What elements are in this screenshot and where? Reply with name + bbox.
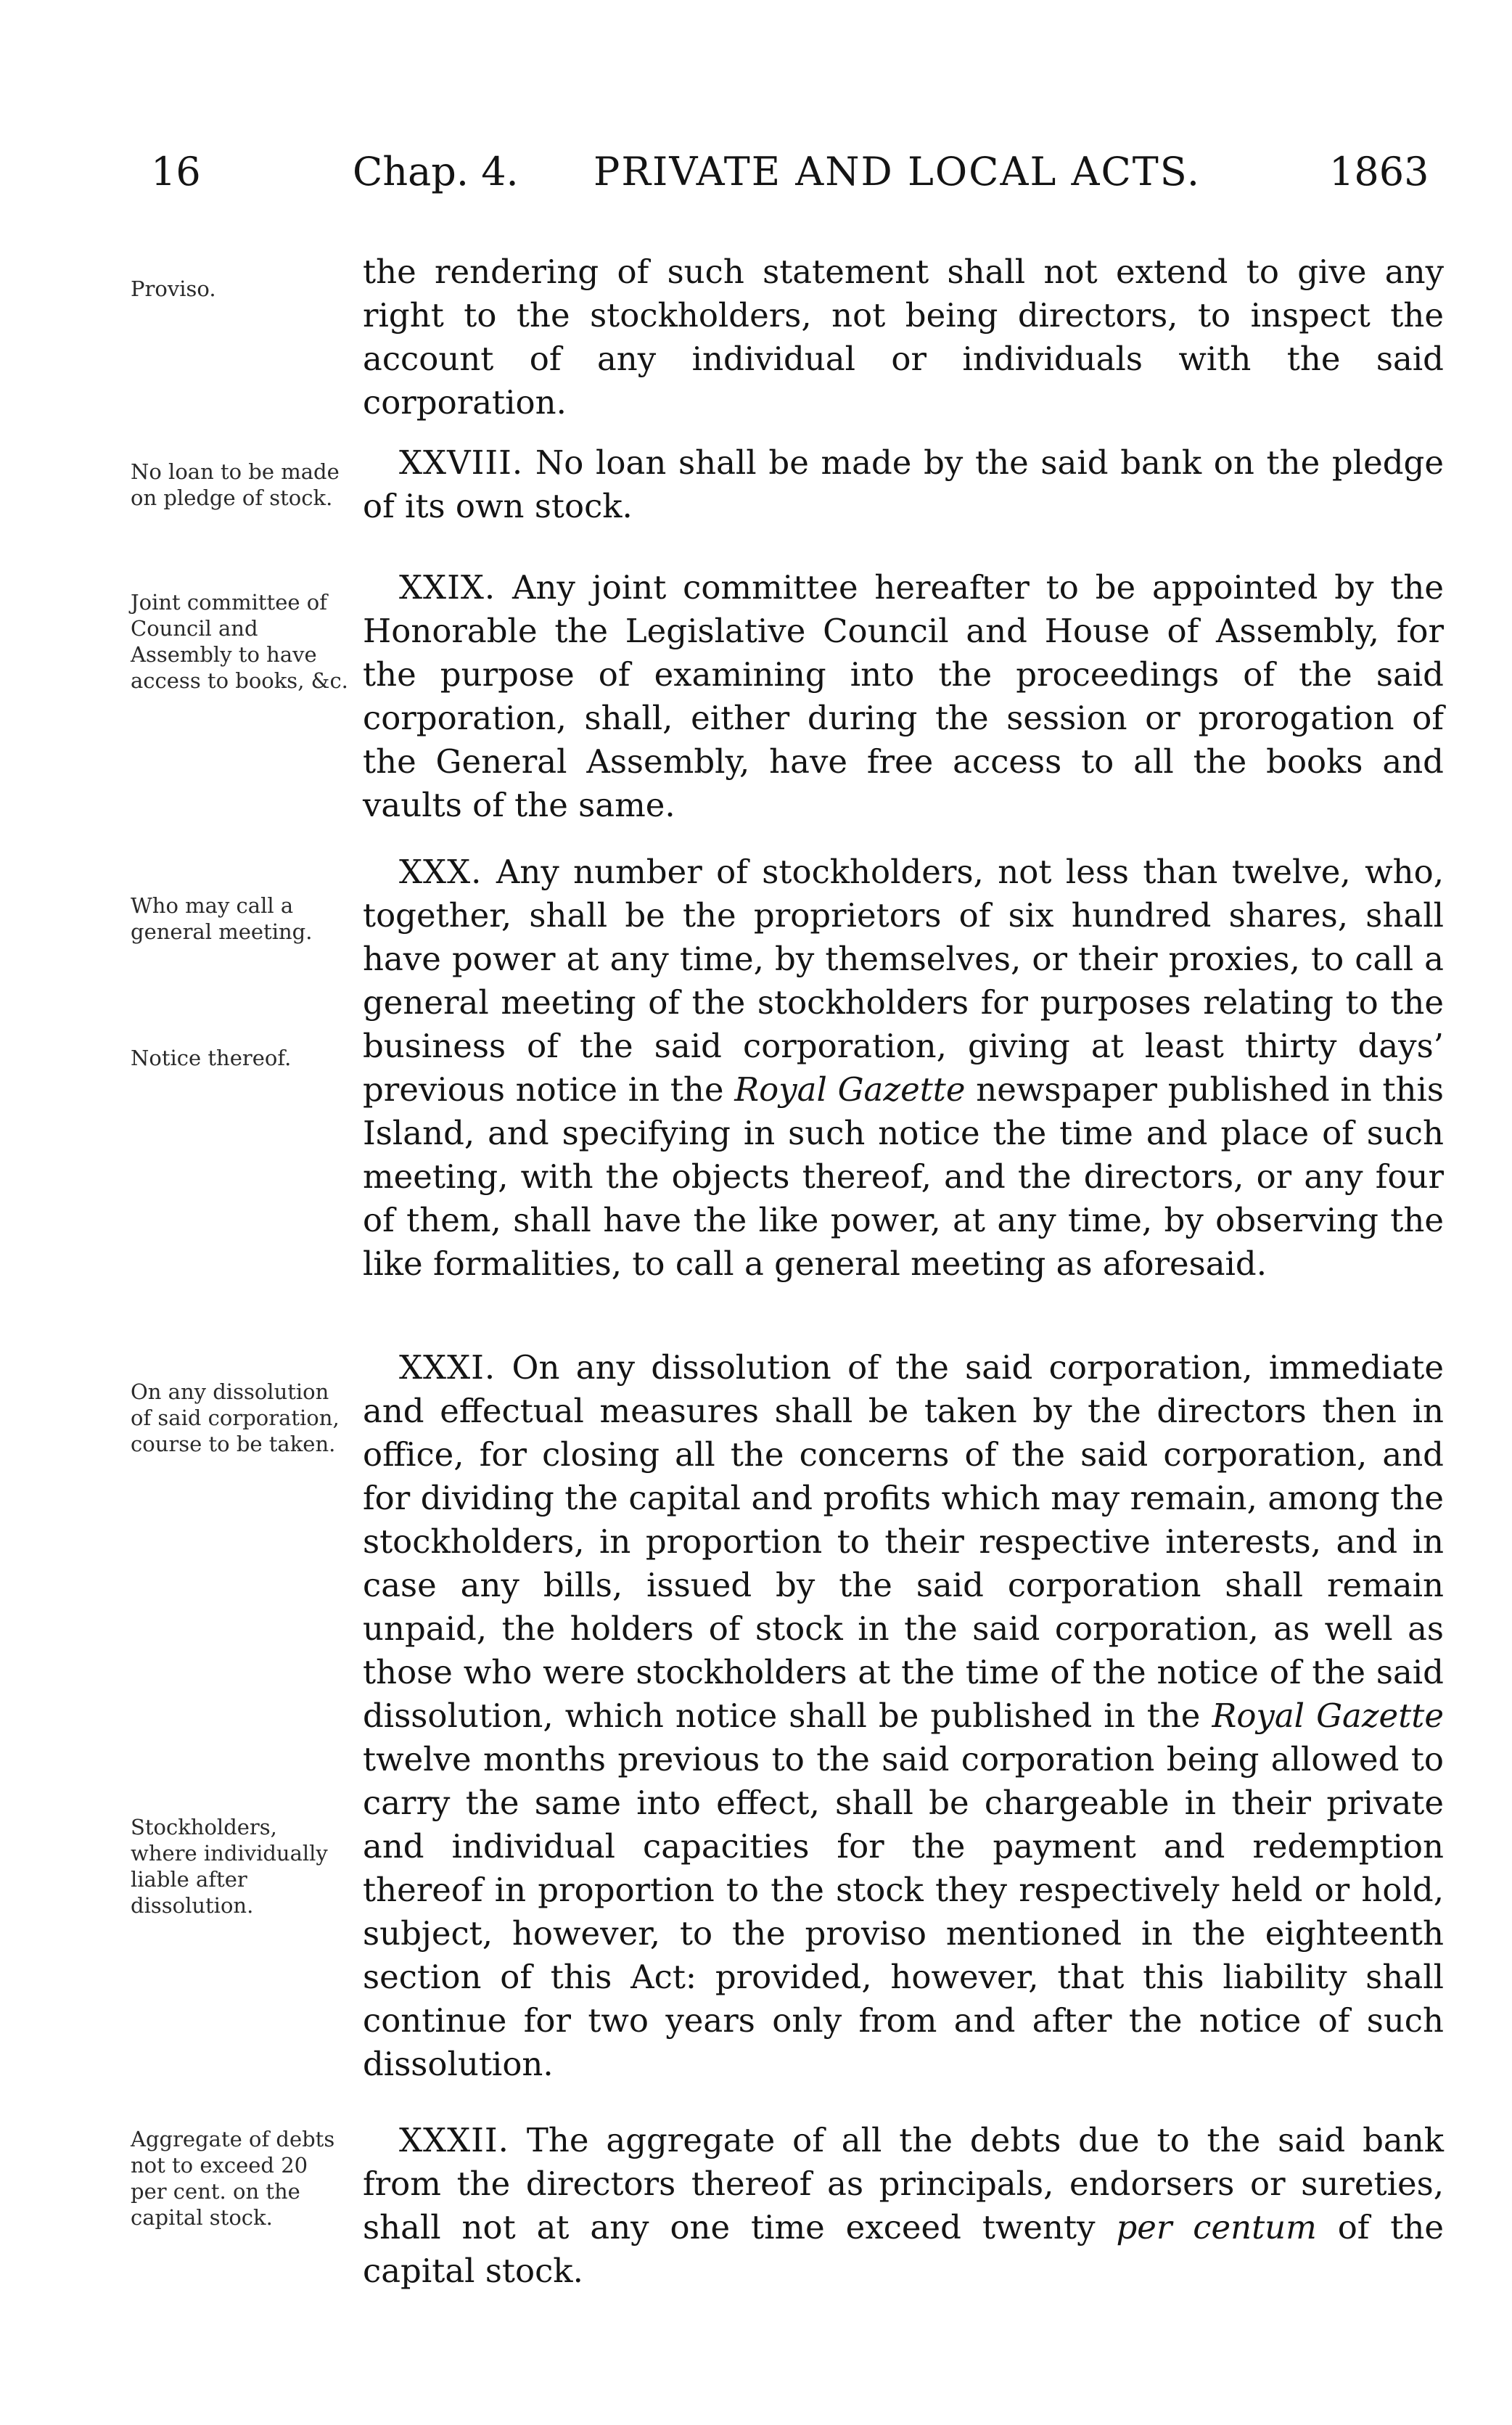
section-text: Any joint committee hereafter to be appointed by the Honorable the Legislative Council and House of Assembly, for the purpose of examining into the proceedings of the said corporation, shall, either during the session or prorogation of the General Assembly, have free access to all the books and vaults of the same. [363, 568, 1444, 824]
section-text: Any number of stockholders, not less than twelve, who, together, shall be the proprietors of six hundred shares, shall have power at any time, by themselves, or their proxies, to call a general meeting of the stockholders for purposes relating to the business of the said corporation, giving at least thirty days’ previous notice in the [363, 853, 1445, 1109]
section-31 [363, 1346, 1444, 2086]
section-number: XXVIII. [399, 443, 524, 482]
section-text: No loan shall be made by the said bank on the pledge of its own stock. [363, 443, 1444, 525]
section-text: twelve months previous to the said corporation being allowed to carry the same into effect, shall be chargeable in their private and individual capacities for the payment and redemption thereof in proportion to the stock they respectively held or hold, subject, however, to the proviso mentioned in the eighteenth section of this Act: provided, however, that this liability shall continue for two years only from and after the notice of such dissolution. [363, 1740, 1444, 2083]
side-note-general-meeting: Who may call a general meeting. [131, 893, 313, 944]
side-note-dissolution: On any dissolution of said corporation, course to be taken. [131, 1379, 340, 1456]
side-note-proviso: Proviso. [131, 276, 216, 301]
section-28 [363, 441, 1444, 528]
section-number: XXIX. [399, 568, 496, 607]
page-number: 16 [151, 149, 201, 194]
newspaper-title: Royal Gazette [734, 1070, 966, 1109]
side-note-no-loan: No loan to be made on pledge of stock. [131, 459, 340, 510]
section-text: of the capital stock. [363, 2208, 1444, 2290]
chapter-label: Chap. 4. [353, 149, 519, 194]
paragraph-continued-text: the rendering of such statement shall not extend to give any right to the stockholders, not being directors, to inspect the account of any individual or individuals with the said corporation. [363, 253, 1444, 422]
latin-phrase: per centum [1116, 2208, 1317, 2246]
side-note-notice: Notice thereof. [131, 1046, 292, 1070]
section-number: XXXII. [399, 2121, 509, 2159]
section-number: XXXI. [399, 1348, 496, 1387]
section-30 [363, 850, 1444, 1286]
year-label: 1863 [1329, 149, 1429, 194]
section-text: On any dissolution of the said corporation, immediate and effectual measures shall be taken by the directors then in office, for closing all the concerns of the said corporation, and for dividing the capital and profits which may remain, among the stockholders, in proportion to their respective interests, and in case any bills, issued by the said corporation shall remain unpaid, the holders of stock in the said corporation, as well as those who were stockholders at the time of the notice of the said dissolution, which notice shall be published in the [363, 1348, 1444, 1735]
side-note-joint-committee: Joint committee of Council and Assembly to have access to books, &c. [131, 590, 348, 693]
running-title: PRIVATE AND LOCAL ACTS. [593, 149, 1201, 194]
side-note-stockholders-liable: Stockholders, where individually liable after dissolution. [131, 1815, 328, 1918]
section-32 [363, 2119, 1444, 2293]
newspaper-title: Royal Gazette [1212, 1696, 1444, 1735]
section-text: The aggregate of all the debts due to the said bank from the directors thereof as principals, endorsers or sureties, shall not at any one time exceed twenty [363, 2121, 1445, 2246]
side-note-aggregate-debts: Aggregate of debts not to exceed 20 per cent. on the capital stock. [131, 2127, 335, 2230]
section-number: XXX. [399, 853, 482, 891]
paragraph-continued [363, 250, 1444, 424]
section-text: newspaper published in this Island, and specifying in such notice the time and place of such meeting, with the objects thereof, and the directors, or any four of them, shall have the like power, at any time, by observing the like formalities, to call a general meeting as aforesaid. [363, 1070, 1444, 1283]
section-29 [363, 566, 1444, 827]
